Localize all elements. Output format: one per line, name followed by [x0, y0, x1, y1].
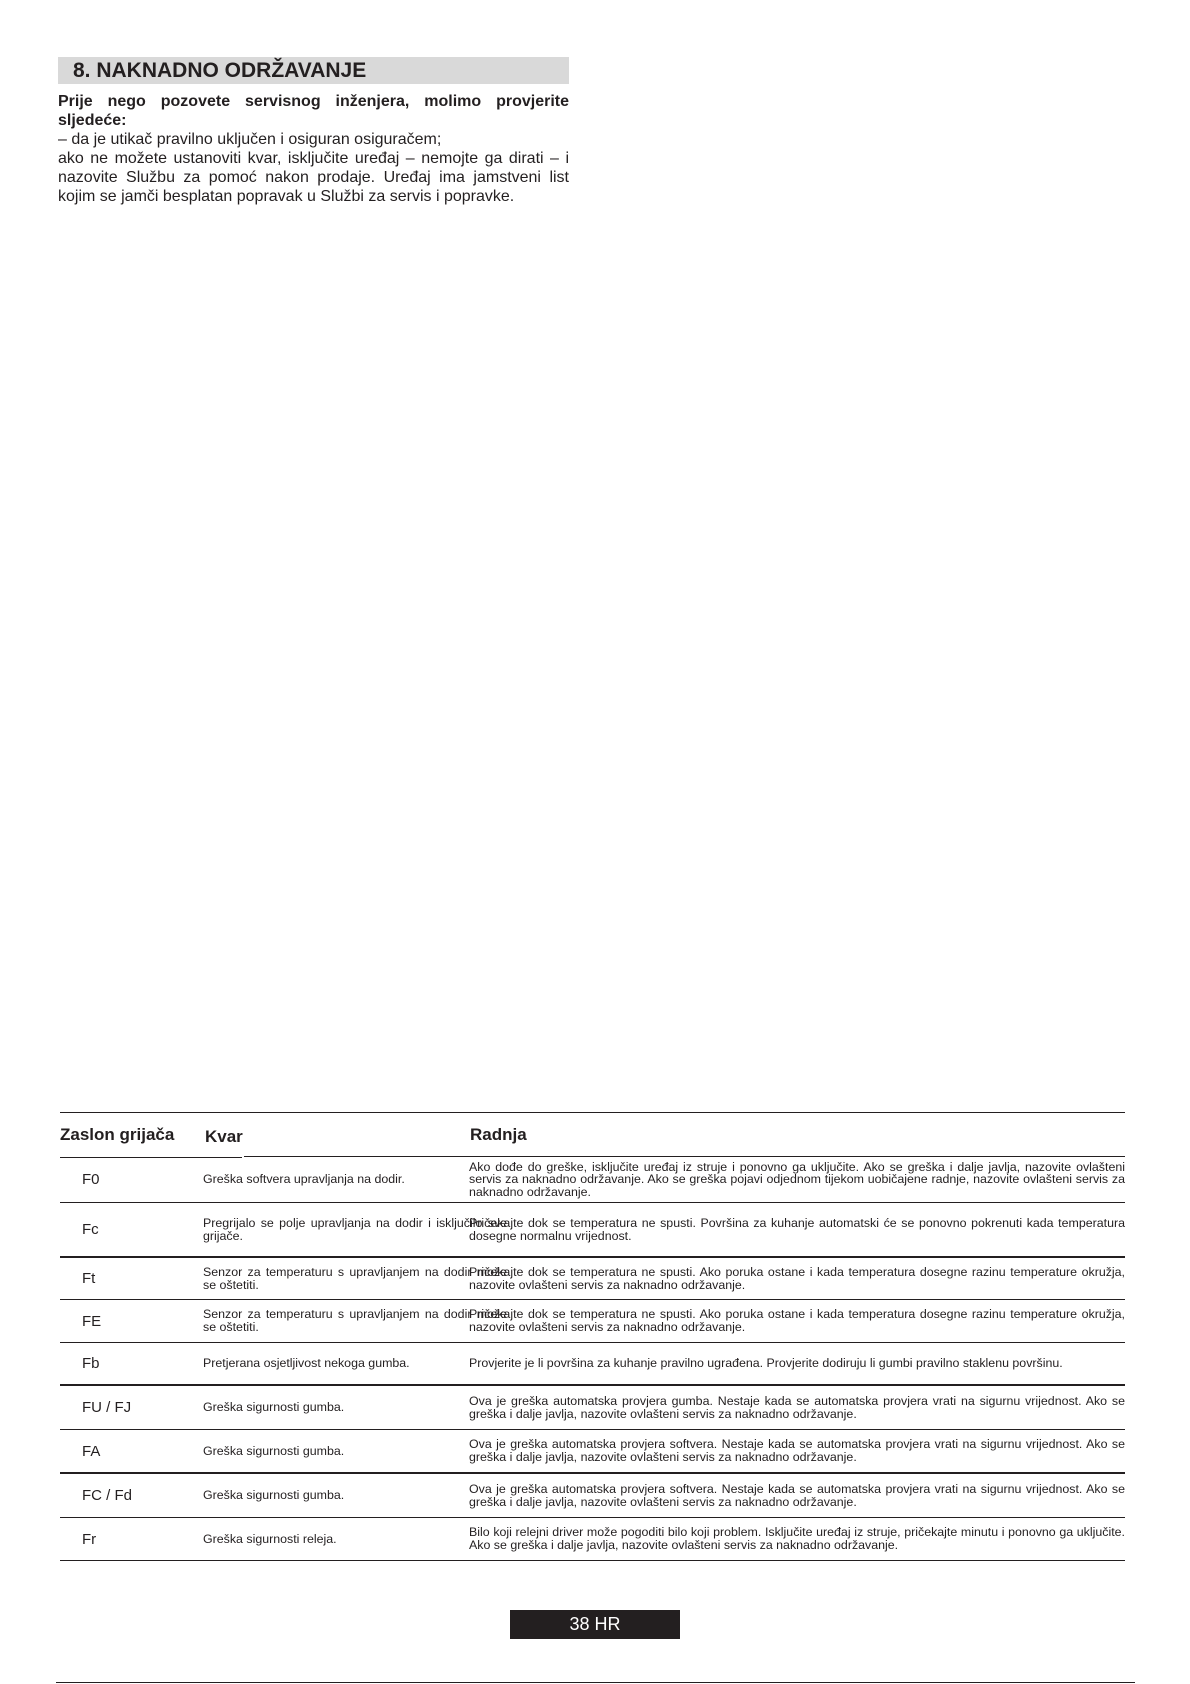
- table-row: [60, 1430, 1125, 1474]
- table-row: [60, 1157, 1125, 1203]
- row-fault: Senzor za temperaturu s upravljanjem na dodir može se oštetiti.: [203, 1264, 507, 1292]
- row-fault: Greška sigurnosti releja.: [203, 1531, 337, 1546]
- intro-lead: Prije nego pozovete servisnog inženjera, molimo provjerite sljedeće:: [58, 93, 569, 129]
- table-row: [60, 1203, 1125, 1258]
- intro-text: [58, 92, 569, 206]
- row-fault: Pregrijalo se polje upravljanja na dodir i isključilo sve grijače.: [203, 1215, 507, 1243]
- bottom-rule: [56, 1682, 1135, 1683]
- row-code: FU / FJ: [82, 1399, 132, 1416]
- section-title: 8. NAKNADNO ODRŽAVANJE: [58, 57, 569, 84]
- row-fault: Greška sigurnosti gumba.: [203, 1488, 345, 1502]
- intro-line-plug: – da je utikač pravilno uključen i osiguran osiguračem;: [58, 131, 442, 148]
- table-row: [60, 1300, 1125, 1343]
- row-code: Ft: [82, 1270, 96, 1287]
- row-fault: Greška sigurnosti gumba.: [203, 1443, 345, 1458]
- row-action: Pričekajte dok se temperatura ne spusti. Ako poruka ostane i kada temperatura dosegne razinu temperature okružja, nazovite ovlašteni servis za naknadno održavanje.: [469, 1264, 1125, 1292]
- table-row: [60, 1474, 1125, 1518]
- page-number: 38 HR: [510, 1610, 680, 1639]
- table-row: [60, 1258, 1125, 1300]
- table-row: [60, 1518, 1125, 1561]
- row-action: Ova je greška automatska provjera softvera. Nestaje kada se automatska provjera vrati na sigurnu vrijednost. Ako se greška i dalje javlja, nazovite ovlašteni servis za naknadno održavanje.: [469, 1437, 1125, 1464]
- fault-table-body: [60, 1157, 1125, 1561]
- row-code: Fr: [82, 1530, 97, 1548]
- table-header: [60, 1113, 1125, 1157]
- row-code: F0: [82, 1171, 100, 1188]
- row-code: Fc: [82, 1221, 99, 1238]
- row-action: Ova je greška automatska provjera softvera. Nestaje kada se automatska provjera vrati na sigurnu vrijednost. Ako se greška i dalje javlja, nazovite ovlašteni servis za naknadno održavanje.: [469, 1481, 1125, 1509]
- table-row: [60, 1386, 1125, 1430]
- row-code: FA: [82, 1442, 101, 1460]
- row-action: Pričekajte dok se temperatura ne spusti. Ako poruka ostane i kada temperatura dosegne razinu temperature okružja, nazovite ovlašteni servis za naknadno održavanje.: [469, 1307, 1125, 1334]
- row-code: FC / Fd: [82, 1487, 133, 1504]
- row-code: Fb: [82, 1355, 100, 1372]
- header-fault: Kvar: [205, 1127, 243, 1146]
- row-fault: Pretjerana osjetljivost nekoga gumba.: [203, 1356, 410, 1370]
- row-action: Ova je greška automatska provjera gumba. Nestaje kada se automatska provjera vrati na sigurnu vrijednost. Ako se greška i dalje javlja, nazovite ovlašteni servis za naknadno održavanje.: [469, 1393, 1125, 1421]
- header-action: Radnja: [470, 1125, 527, 1144]
- intro-line-service: ako ne možete ustanoviti kvar, isključite uređaj – nemojte ga dirati – i nazovite Službu za pomoć nakon prodaje. Uređaj ima jamstveni list kojim se jamči besplatan popravak u Službi za servis i popravke.: [58, 150, 569, 205]
- row-action: Ako dođe do greške, isključite uređaj iz struje i ponovno ga uključite. Ako se greška i dalje javlja, nazovite ovlašteni servis za naknadno održavanje. Ako se greška pojavi odjednom tijekom uobičajene radnje, nazovite ovlašteni servis za naknadno održavanje.: [469, 1159, 1125, 1199]
- row-action: Pričekajte dok se temperatura ne spusti. Površina za kuhanje automatski će se ponovno pokrenuti kada temperatura dosegne normalnu vrijednost.: [469, 1215, 1125, 1243]
- table-row: [60, 1343, 1125, 1386]
- row-action: Bilo koji relejni driver može pogoditi bilo koji problem. Isključite uređaj iz struje, pričekajte minutu i ponovno ga uključite. Ako se greška i dalje javlja, nazovite ovlašteni servis za naknadno održavanje.: [469, 1525, 1125, 1552]
- header-display: Zaslon grijača: [60, 1125, 175, 1144]
- row-fault: Senzor za temperaturu s upravljanjem na dodir može se oštetiti.: [203, 1307, 507, 1334]
- row-fault: Greška sigurnosti gumba.: [203, 1400, 345, 1414]
- row-code: FE: [82, 1312, 102, 1330]
- row-fault: Greška softvera upravljanja na dodir.: [203, 1172, 405, 1186]
- row-action: Provjerite je li površina za kuhanje pravilno ugrađena. Provjerite dodiruju li gumbi pravilno staklenu površinu.: [469, 1356, 1063, 1371]
